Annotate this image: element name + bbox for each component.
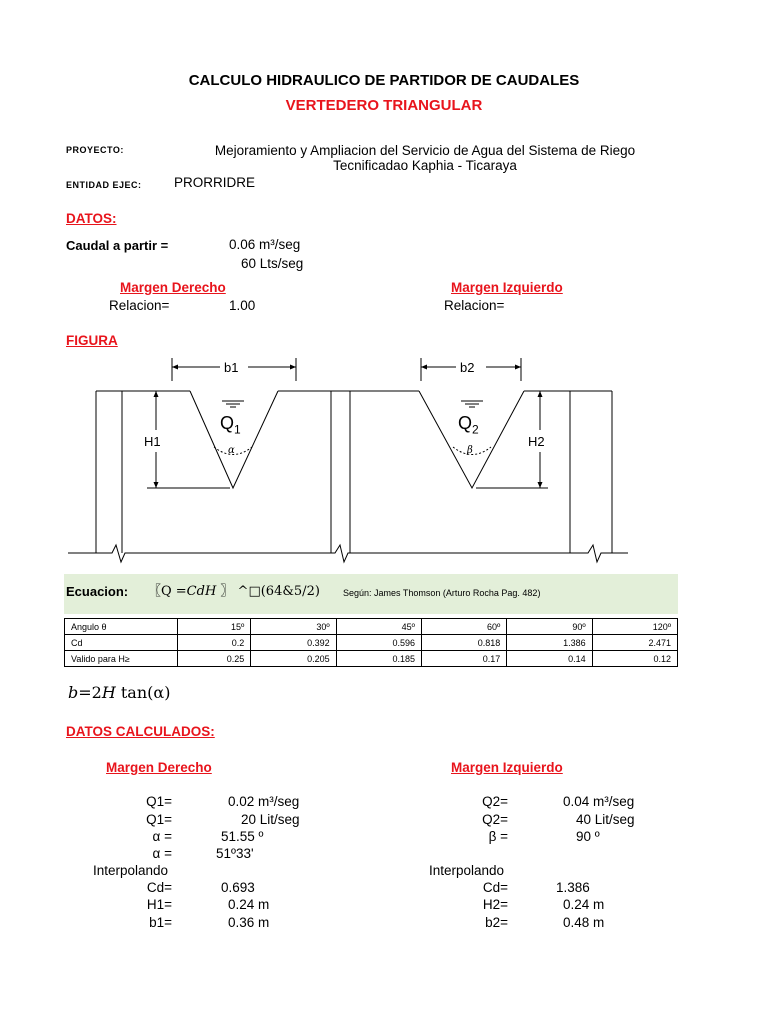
calc-margen-derecho-title: Margen Derecho [106,760,212,775]
q1-lit-label: Q1= [146,812,172,827]
b2-label: b2 [460,360,475,375]
alpha-dms-value: 51º33' [216,846,254,861]
table-cell: 30º [251,619,336,635]
beta-calc-label: β = [488,829,508,844]
calculados-heading: DATOS CALCULADOS: [66,724,215,739]
h2-label: H2 [528,434,545,449]
caudal-lts-value: 60 Lts/seg [241,256,304,271]
h1-calc-label: H1= [146,897,172,912]
beta-calc-value: 90 º [576,829,600,844]
margen-derecho-title: Margen Derecho [120,280,226,295]
cd-izquierdo-label: Cd= [482,880,508,895]
q1-label: $Q_1$ [220,413,241,437]
document-subtitle: VERTEDERO TRIANGULAR [285,97,483,114]
entity-value: PRORRIDRE [174,175,256,190]
b1-calc-label: b1= [149,915,172,930]
calc-margen-izquierdo-title: Margen Izquierdo [451,760,563,775]
equation-label: Ecuacion: [66,584,129,599]
table-cell: Cd [65,635,178,651]
project-label: PROYECTO: [66,145,124,155]
h2-calc-value: 0.24 m [563,897,605,912]
q1-calc-label: Q1= [146,794,172,809]
equation-source: Según: James Thomson (Arturo Rocha Pag. 482) [343,588,541,598]
datos-heading: DATOS: [66,211,117,226]
caudal-label: Caudal a partir = [66,238,169,253]
table-cell: 0.818 [421,635,506,651]
table-cell: 15º [178,619,251,635]
table-row [65,619,678,635]
q2-lit-label: Q2= [482,812,508,827]
table-cell: 0.25 [178,651,251,667]
caudal-m3-value: 0.06 m³/seg [229,237,301,252]
table-cell: 120º [592,619,677,635]
table-cell: 90º [507,619,592,635]
table-cell: 1.386 [507,635,592,651]
table-cell: 60º [421,619,506,635]
interpolando-izquierdo: Interpolando [429,863,505,878]
table-cell: 0.392 [251,635,336,651]
project-line-2: Tecnificadao Kaphia - Ticaraya [333,158,517,173]
table-cell: 0.2 [178,635,251,651]
table-cell: Valido para H≥ [65,651,178,667]
h1-label: H1 [144,434,161,449]
q2-label: $Q_2$ [458,413,479,437]
q2-lit-value: 40 Lit/seg [576,812,635,827]
table-cell: 45º [336,619,421,635]
table-cell: 0.17 [421,651,506,667]
q2-calc-value: 0.04 m³/seg [563,794,635,809]
project-line-1: Mejoramiento y Ampliacion del Servicio de Agua del Sistema de Riego [214,143,636,158]
b-formula: 𝑏=2𝐻 tan⁡(α) [68,683,171,702]
b2-calc-value: 0.48 m [563,915,605,930]
table-row [65,635,678,651]
alpha-symbol: α [228,445,235,456]
table-cell: Angulo θ [65,619,178,635]
table-cell: 0.14 [507,651,592,667]
interpolando-derecho: Interpolando [93,863,169,878]
alpha-calc-label: α = [152,829,172,844]
margen-izquierdo-title: Margen Izquierdo [451,280,563,295]
beta-symbol: β [467,445,473,456]
b2-calc-label: b2= [485,915,508,930]
b1-label: b1 [224,360,239,375]
q2-calc-label: Q2= [482,794,508,809]
table-row [65,651,678,667]
entity-label: ENTIDAD EJEC: [66,180,142,190]
b1-calc-value: 0.36 m [228,915,270,930]
table-cell: 2.471 [592,635,677,651]
h2-calc-label: H2= [482,897,508,912]
table-cell: 0.205 [251,651,336,667]
alpha-calc-value: 51.55 º [221,829,264,844]
cd-izquierdo-value: 1.386 [556,880,590,895]
table-cell: 0.596 [336,635,421,651]
alpha-dms-label: α = [152,846,172,861]
q1-calc-value: 0.02 m³/seg [228,794,300,809]
equation-formula: 〖Q =𝐶𝑑𝐻 〗 ^□(64&5/2) [148,584,320,599]
relacion-derecho-value: 1.00 [229,298,256,313]
table-cell: 0.185 [336,651,421,667]
document-title: CALCULO HIDRAULICO DE PARTIDOR DE CAUDALES [188,72,580,89]
cd-derecho-value: 0.693 [221,880,255,895]
h1-calc-value: 0.24 m [228,897,270,912]
relacion-derecho-label: Relacion= [109,298,170,313]
cd-coefficient-table [64,618,678,667]
q1-lit-value: 20 Lit/seg [241,812,300,827]
figura-heading: FIGURA [66,333,118,348]
cd-derecho-label: Cd= [146,880,172,895]
relacion-izquierdo-label: Relacion= [444,298,505,313]
table-cell: 0.12 [592,651,677,667]
